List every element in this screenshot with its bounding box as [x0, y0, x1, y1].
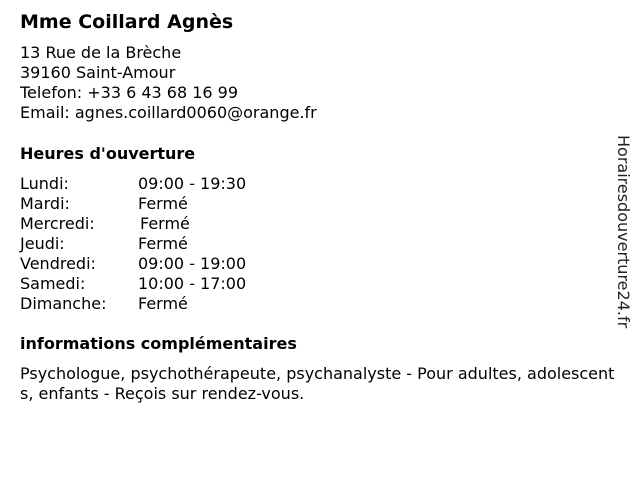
hours-time-value: 10:00 - 17:00 — [138, 274, 247, 293]
hours-day-label: Jeudi: — [20, 234, 65, 253]
address-block — [20, 43, 317, 123]
hours-time-value: 09:00 - 19:00 — [138, 254, 247, 273]
info-heading: informations complémentaires — [20, 334, 297, 353]
phone-line: Telefon: +33 6 43 68 16 99 — [20, 83, 239, 102]
hours-day-label: Mardi: — [20, 194, 70, 213]
hours-time-value: Fermé — [138, 194, 188, 213]
hours-day-label: Samedi: — [20, 274, 86, 293]
page-title: Mme Coillard Agnès — [20, 11, 234, 33]
info-description: Psychologue, psychothérapeute, psychanalyste - Pour adultes, adolescents, enfants - Reçois sur rendez-vous. — [20, 364, 615, 403]
hours-day-label: Lundi: — [20, 174, 69, 193]
email-line: Email: agnes.coillard0060@orange.fr — [20, 103, 317, 122]
watermark-text: Horairesdouverture24.fr — [614, 135, 633, 329]
hours-time-value: 09:00 - 19:30 — [138, 174, 247, 193]
city-line: 39160 Saint-Amour — [20, 63, 176, 82]
hours-heading: Heures d'ouverture — [20, 144, 196, 163]
street-address: 13 Rue de la Brèche — [20, 43, 182, 62]
hours-day-label: Mercredi: — [20, 214, 95, 233]
hours-day-label: Dimanche: — [20, 294, 107, 313]
hours-day-label: Vendredi: — [20, 254, 96, 273]
hours-time-value: Fermé — [140, 214, 190, 233]
hours-time-value: Fermé — [138, 234, 188, 253]
watermark — [608, 135, 638, 370]
hours-time-value: Fermé — [138, 294, 188, 313]
